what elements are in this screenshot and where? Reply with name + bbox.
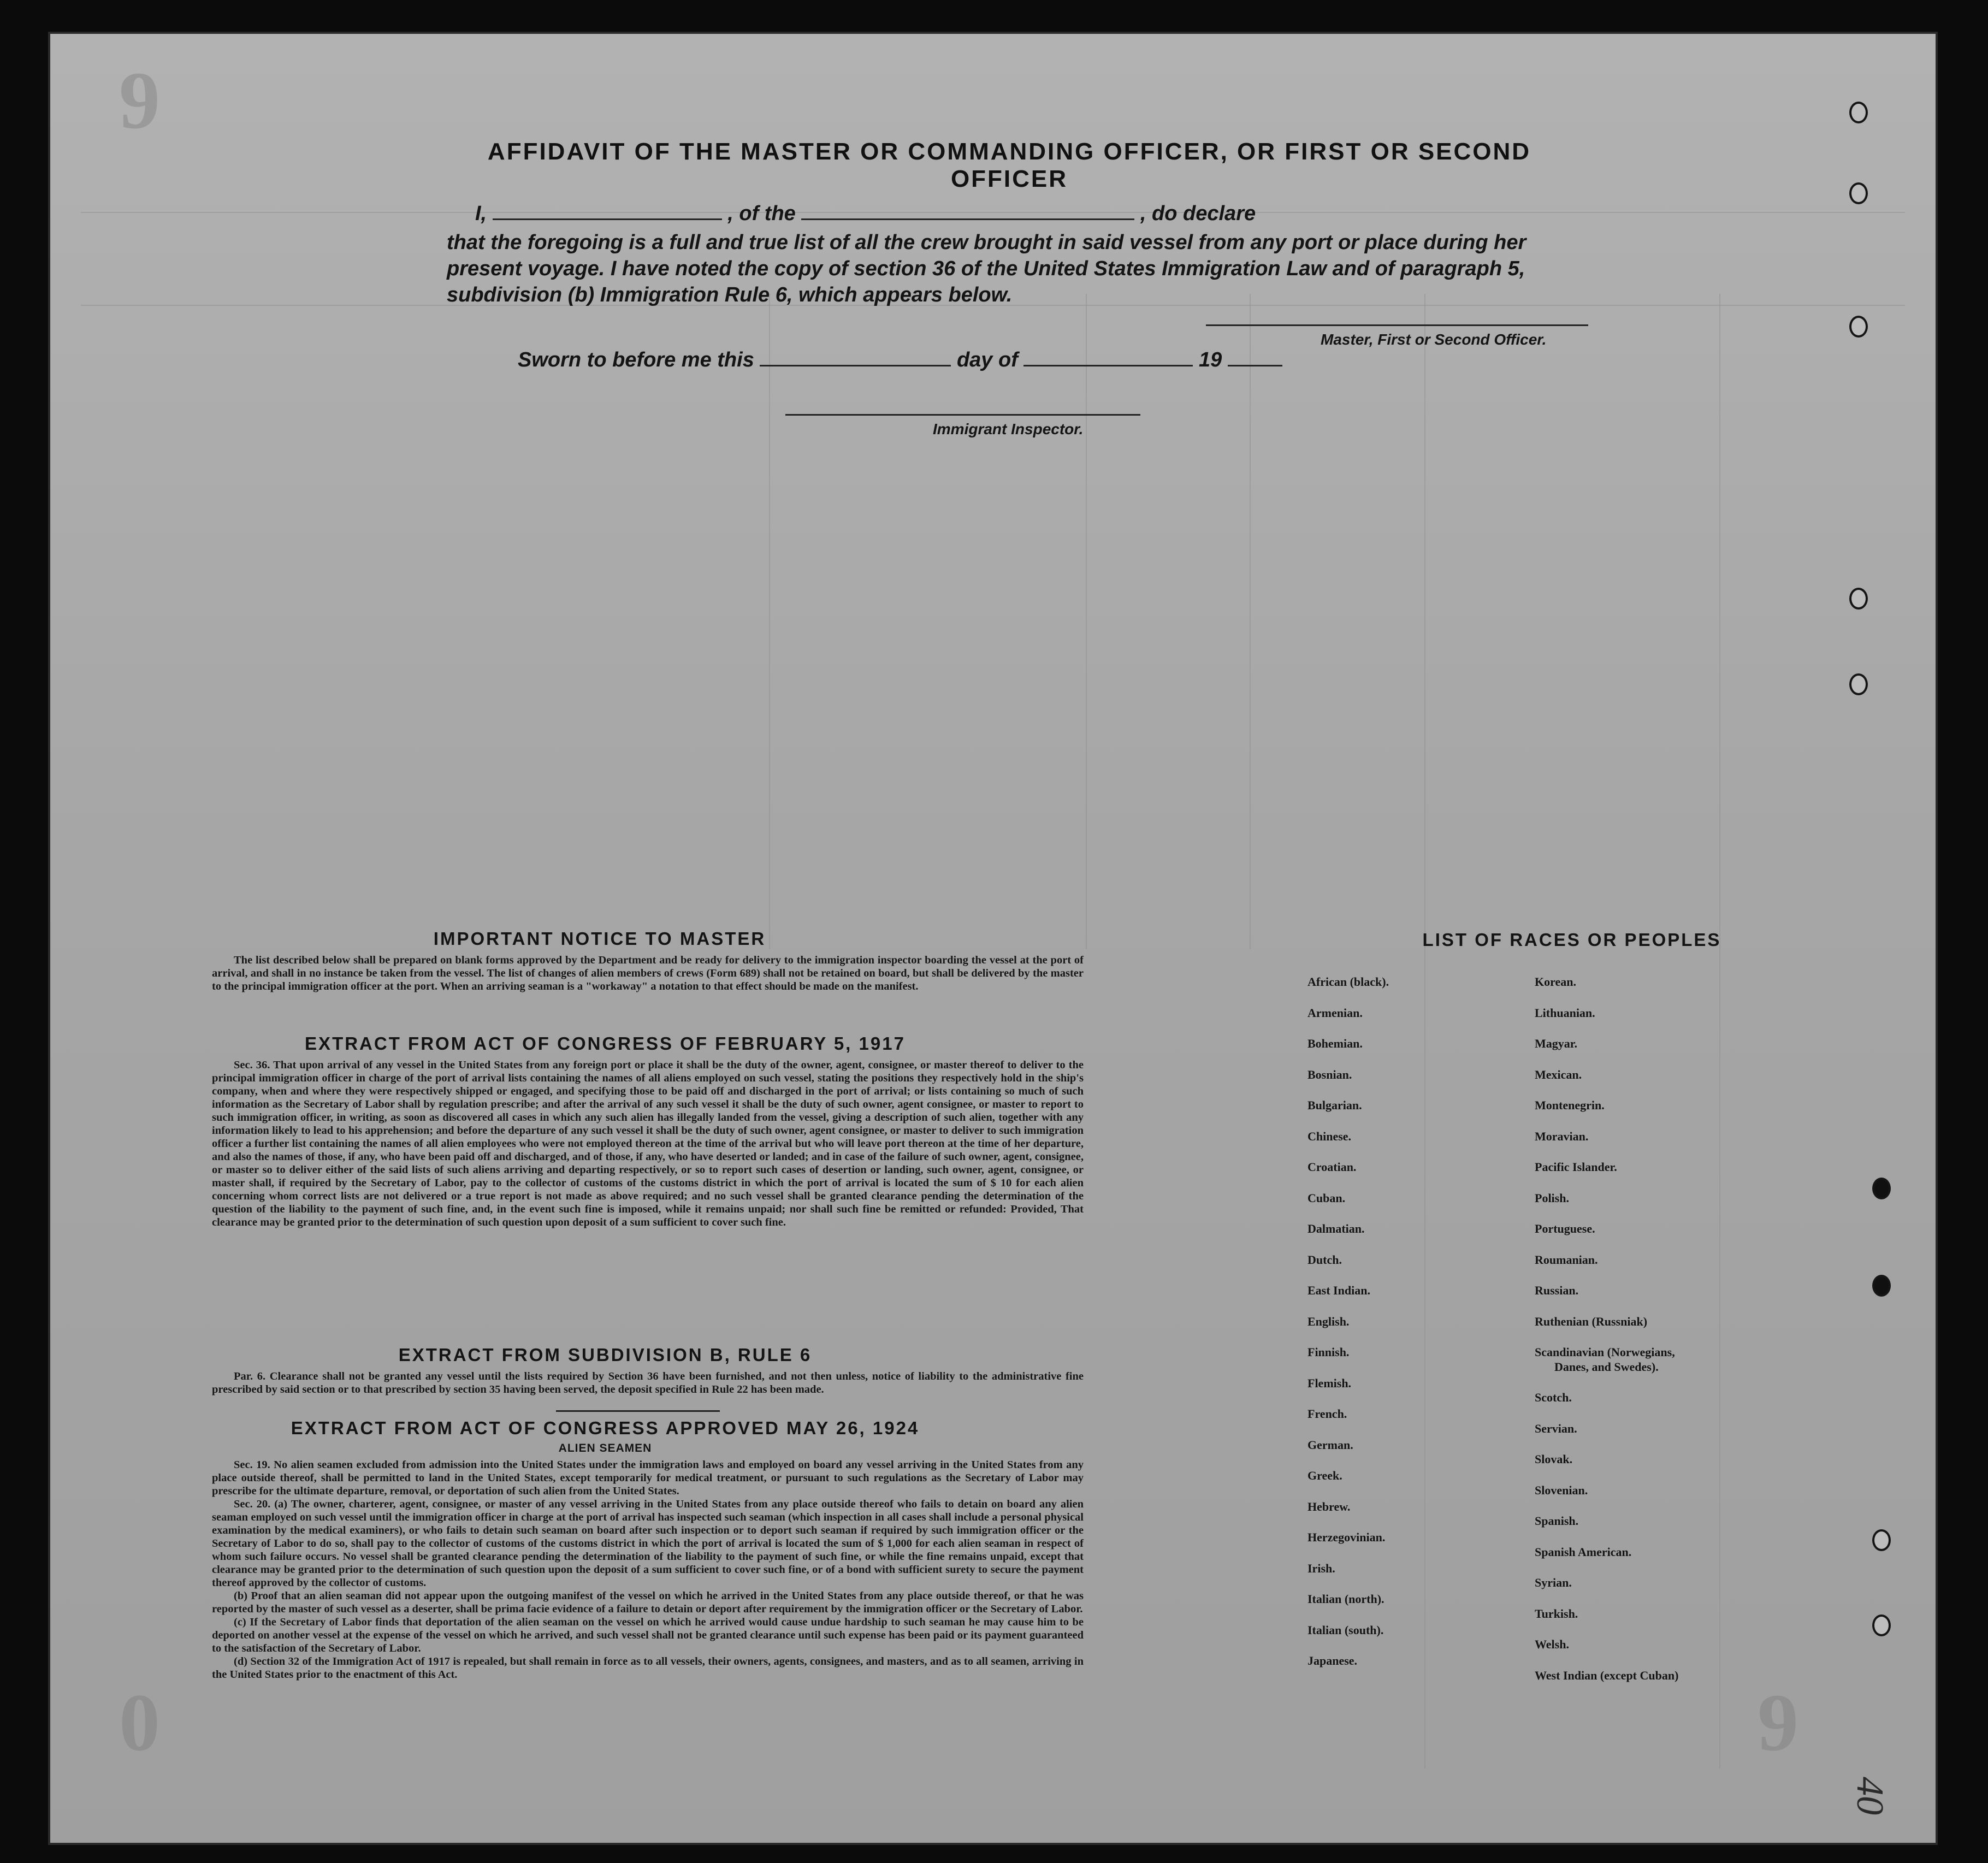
race-entry: Portuguese. xyxy=(1535,1222,1595,1235)
sworn-text: Sworn to before me this xyxy=(518,348,754,371)
extract-1917-paragraph: Sec. 36. That upon arrival of any vessel in the United States from any foreign port or place it shall be the duty of the owner, agent, consignee, or master thereof to deliver to the principal immigration officer in charge of the port of arrival lists containing the names of all aliens employed on such vessel, stating the positions they respectively hold in the ship's company, when and where they were respectively shipped or engaged, and specifying those to be paid off and discharged in the port of arrival; or lists containing so much of such information as the Secretary of Labor shall by regulation prescribe; and after the arrival of any such vessel it shall be the duty of such owner, agent consignee, or master to report to such immigration officer, in writing, as soon as discovered all cases in which any such alien has illegally landed from the vessel, giving a description of such alien, together with any information likely to lead to his apprehension; and before the departure of any such vessel it shall be the duty of such owner, agent consignee, or master to deliver to such immigration officer a further list containing the names of all alien employees who were not employed thereon at the time of the arrival but who will leave port thereon at the time of her departure, and also the names of those, if any, who have been paid off and discharged, and of those, if any, who have deserted or landed; and in case of the failure of such owner, agent, consignee, or master so to deliver either of the said lists of such aliens arriving and departing respectively, or so to report such cases of desertion or landing, such owner, agent, consignee, or master shall, if required by the Secretary of Labor, pay to the collector of customs of the customs district in which the port of arrival is located the sum of $ 10 for each alien concerning whom correct lists are not delivered or a true report is not made as above required; and no such vessel shall be granted clearance pending the determination of the question of the liability to the payment of such fine, and, in the event such fine is imposed, while it remains unpaid; nor shall such fine be remitted or refunded: Provided, That clearance may be granted prior to the determination of such question upon deposit of a sum sufficient to cover such fine. xyxy=(212,1059,1084,1228)
race-entry: Herzegovinian. xyxy=(1307,1530,1386,1544)
vessel-name-blank[interactable] xyxy=(801,218,1134,220)
race-entry: Ruthenian (Russniak) xyxy=(1535,1314,1648,1328)
race-entry: Montenegrin. xyxy=(1535,1098,1605,1112)
race-entry: Servian. xyxy=(1535,1421,1577,1435)
sworn-year: 19 xyxy=(1198,348,1222,371)
race-entry: Croatian. xyxy=(1307,1160,1357,1174)
declaration-line xyxy=(475,202,1256,226)
race-entry: Hebrew. xyxy=(1307,1499,1351,1513)
race-entry: Chinese. xyxy=(1307,1129,1352,1143)
extract-1924-paragraph: Sec. 20. (a) The owner, charterer, agent, consignee, or master of any vessel arriving in the United States from any place outside thereof who fails to detain on board any alien seaman employed on such vessel until the immigration officer in charge at the port of arrival has inspected such seaman (which inspection in all cases shall include a personal physical examination by the medical examiners), or who fails to detain such seaman on board after such inspection or to deport such seaman if required by such immigration officer or the Secretary of Labor to do so, shall pay to the collector of customs of the customs district in which the port of arrival is located the sum of $ 1,000 for each alien seaman in respect of whom such failure occurs. No vessel shall be granted clearance pending the determination of the liability to the payment of such fine, or while the fine remains unpaid, except that clearance may be granted prior to the determination of such question upon the deposit of a sum sufficient to cover such fine, or of a bond with sufficient surety to secure the payment thereof approved by the collector of customs. xyxy=(212,1498,1084,1589)
bleed-through-number: 0 xyxy=(119,1677,160,1768)
race-entry: Polish. xyxy=(1535,1191,1569,1205)
race-entry: Turkish. xyxy=(1535,1606,1578,1620)
race-entry: Cuban. xyxy=(1307,1191,1346,1205)
extract-rule6-paragraph: Par. 6. Clearance shall not be granted any vessel until the lists required by Section 36 have been furnished, and not then unless, notice of liability to the administrative fine prescribed by said section or to that prescribed by section 35 having been served, the deposit specified in Rule 22 has been made. xyxy=(212,1370,1084,1395)
extract-rule6-body xyxy=(212,1370,1084,1396)
race-entry: Armenian. xyxy=(1307,1006,1363,1020)
punch-hole xyxy=(1849,588,1868,610)
extract-1917-body xyxy=(212,1058,1084,1229)
notice-body xyxy=(212,954,1084,993)
bleed-through-rule xyxy=(1086,294,1087,949)
races-title: LIST OF RACES OR PEOPLES xyxy=(1422,930,1721,950)
race-entry: French. xyxy=(1307,1407,1347,1421)
race-entry: Dalmatian. xyxy=(1307,1222,1365,1235)
bleed-through-number: 9 xyxy=(1758,1677,1798,1768)
race-entry: Moravian. xyxy=(1535,1129,1589,1143)
punch-hole xyxy=(1872,1529,1891,1551)
race-entry: Slovenian. xyxy=(1535,1483,1588,1497)
sworn-month-blank[interactable] xyxy=(1023,365,1193,366)
race-entry: Scotch. xyxy=(1535,1391,1572,1404)
race-entry: Scandinavian (Norwegians, xyxy=(1535,1345,1675,1359)
race-entry: Lithuanian. xyxy=(1535,1006,1595,1020)
punch-hole xyxy=(1849,102,1868,123)
handwritten-mark: 40 xyxy=(1849,1777,1891,1815)
races-left-column xyxy=(1307,967,1389,1677)
extract-1924-title: EXTRACT FROM ACT OF CONGRESS APPROVED MAY 26, 1924 xyxy=(291,1418,920,1438)
extract-1924-paragraph: Sec. 19. No alien seamen excluded from admission into the United States under the immigration laws and employed on board any vessel arriving in the United States from any place outside thereof, shall be permitted to land in the United States, except temporarily for medical treatment, or pursuant to such regulations as the Secretary of Labor may prescribe for the ultimate departure, removal, or deportation of such alien from the United States. xyxy=(212,1459,1084,1497)
sworn-date-blank[interactable] xyxy=(760,365,951,366)
race-entry: Italian (north). xyxy=(1307,1592,1384,1606)
extract-1924-paragraph: (b) Proof that an alien seaman did not appear upon the outgoing manifest of the vessel on which he arrived in the United States from any place outside thereof, or that he was reported by the master of such vessel as a deserter, shall be prima facie evidence of a failure to detain or deport after requirement by the immigration officer or the Secretary of Labor. xyxy=(212,1590,1084,1615)
extract-1924-body xyxy=(212,1458,1084,1681)
race-entry: Korean. xyxy=(1535,975,1576,989)
punch-hole xyxy=(1849,316,1868,338)
race-entry: Japanese. xyxy=(1307,1654,1358,1667)
race-entry: West Indian (except Cuban) xyxy=(1535,1668,1679,1682)
race-entry: Russian. xyxy=(1535,1284,1579,1297)
race-entry: Syrian. xyxy=(1535,1576,1572,1589)
race-entry: Finnish. xyxy=(1307,1345,1350,1359)
sworn-year-blank[interactable] xyxy=(1228,365,1282,366)
bleed-through-rule xyxy=(1424,294,1425,1769)
races-right-column xyxy=(1535,967,1678,1691)
affidavit-text xyxy=(447,229,1561,308)
race-entry: Bosnian. xyxy=(1307,1067,1352,1081)
affidavit-line-4: subdivision (b) Immigration Rule 6, which appears below. xyxy=(447,283,1013,306)
extract-1924-paragraph: (d) Section 32 of the Immigration Act of 1917 is repealed, but shall remain in force as to all vessels, their owners, agents, consignees, and masters, and as to all seamen, arriving in the United States prior to the enactment of this Act. xyxy=(212,1655,1084,1681)
section-divider xyxy=(556,1410,720,1412)
race-entry: Bohemian. xyxy=(1307,1037,1363,1050)
race-entry: East Indian. xyxy=(1307,1284,1370,1297)
notice-title: IMPORTANT NOTICE TO MASTER xyxy=(433,928,766,949)
race-entry: Danes, and Swedes). xyxy=(1554,1359,1659,1374)
extract-1917-title: EXTRACT FROM ACT OF CONGRESS OF FEBRUARY 5, 1917 xyxy=(305,1033,906,1054)
punch-hole xyxy=(1849,673,1868,695)
extract-1924-paragraph: (c) If the Secretary of Labor finds that deportation of the alien seaman on the vessel on which he arrived would cause undue hardship to such seaman he may cause him to be deported on another vessel at the expense of the vessel on which he arrived, and such vessel shall not be granted clearance until such expense has been paid or its payment guaranteed to the satisfaction of the Secretary of Labor. xyxy=(212,1616,1084,1654)
punch-hole xyxy=(1872,1178,1891,1199)
inspector-signature-line[interactable] xyxy=(785,414,1140,416)
race-entry: Welsh. xyxy=(1535,1637,1569,1651)
race-entry: English. xyxy=(1307,1314,1350,1328)
race-entry: Spanish American. xyxy=(1535,1545,1632,1559)
bleed-through-rule xyxy=(1719,294,1720,1769)
bleed-through-rule xyxy=(769,294,770,949)
extract-rule6-title: EXTRACT FROM SUBDIVISION B, RULE 6 xyxy=(398,1345,812,1365)
race-entry: Spanish. xyxy=(1535,1514,1579,1528)
declaration-of-the: , of the xyxy=(727,202,796,225)
manifest-page xyxy=(48,32,1938,1845)
race-entry: Irish. xyxy=(1307,1561,1335,1575)
bleed-through-number: 9 xyxy=(119,55,160,146)
punch-hole xyxy=(1872,1614,1891,1636)
affidavit-title: AFFIDAVIT OF THE MASTER OR COMMANDING OFFICER, OR FIRST OR SECOND OFFICER xyxy=(487,138,1531,192)
affidavit-line-2: that the foregoing is a full and true list of all the crew brought in said vessel from any port or place during her xyxy=(447,231,1526,254)
race-entry: Mexican. xyxy=(1535,1067,1582,1081)
race-entry: Flemish. xyxy=(1307,1376,1352,1390)
master-signature-caption: Master, First or Second Officer. xyxy=(1321,331,1547,348)
race-entry: Dutch. xyxy=(1307,1252,1342,1267)
sworn-line xyxy=(518,348,1282,372)
bleed-through-rule xyxy=(1250,294,1251,949)
extract-1924-subtitle: ALIEN SEAMEN xyxy=(558,1442,652,1454)
race-entry: Pacific Islander. xyxy=(1535,1160,1617,1174)
declaration-end: , do declare xyxy=(1140,202,1256,225)
race-entry: Bulgarian. xyxy=(1307,1098,1362,1112)
declarant-name-blank[interactable] xyxy=(493,218,722,220)
punch-hole xyxy=(1872,1275,1891,1297)
race-entry: Magyar. xyxy=(1535,1037,1578,1050)
notice-paragraph: The list described below shall be prepared on blank forms approved by the Department and be ready for delivery to the immigration inspector boarding the vessel at the port of arrival, and shall in no instance be taken from the vessel. The list of changes of alien members of crews (Form 689) shall not be retained on board, but shall be delivered by the master to the principal immigration officer at the port. When an arriving seaman is a "workaway" a notation to that effect should be made on the manifest. xyxy=(212,954,1084,992)
punch-hole xyxy=(1849,182,1868,204)
race-entry: Greek. xyxy=(1307,1469,1342,1482)
declaration-i: I, xyxy=(475,202,487,225)
race-entry: African (black). xyxy=(1307,975,1389,989)
master-signature-line[interactable] xyxy=(1206,324,1588,326)
race-entry: German. xyxy=(1307,1438,1353,1452)
inspector-caption: Immigrant Inspector. xyxy=(933,421,1084,437)
race-entry: Italian (south). xyxy=(1307,1623,1384,1637)
race-entry: Roumanian. xyxy=(1535,1252,1598,1267)
affidavit-line-3: present voyage. I have noted the copy of section 36 of the United States Immigration Law and of paragraph 5, xyxy=(447,257,1525,280)
race-entry: Slovak. xyxy=(1535,1452,1573,1466)
sworn-day-of: day of xyxy=(956,348,1018,371)
